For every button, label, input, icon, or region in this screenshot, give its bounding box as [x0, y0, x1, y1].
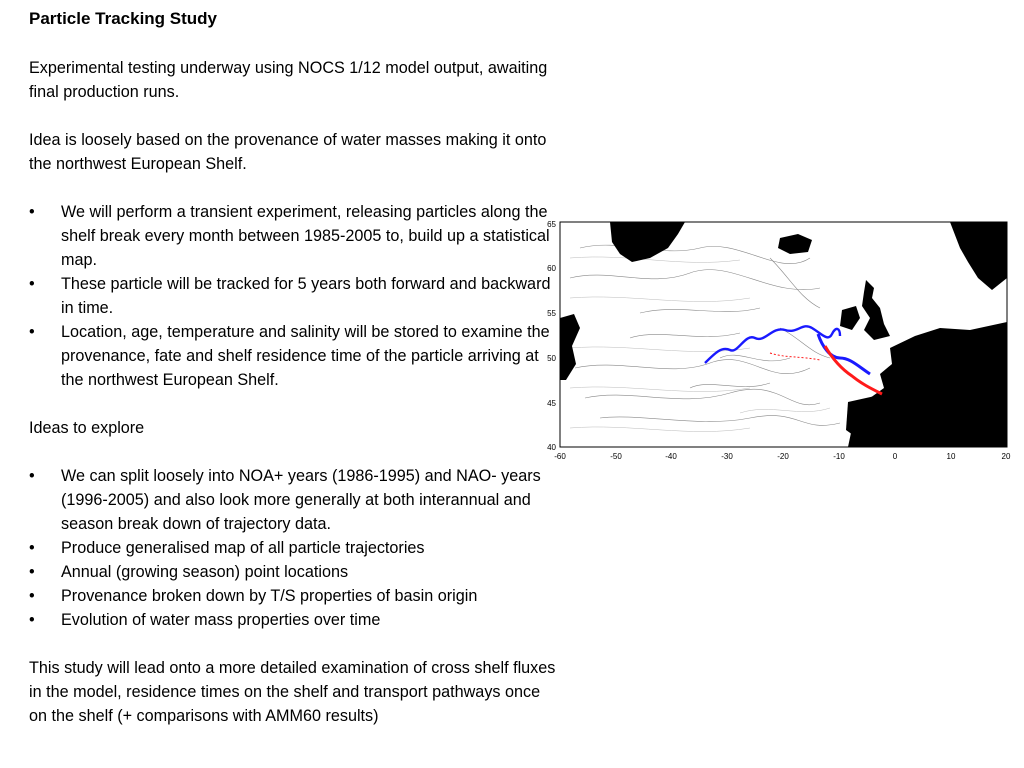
y-tick-label: 45 [547, 399, 556, 408]
y-tick-label: 50 [547, 354, 556, 363]
y-tick-label: 55 [547, 309, 556, 318]
slide-title: Particle Tracking Study [29, 9, 218, 28]
experiment-bullet-list [29, 200, 559, 392]
list-item: • These particle will be tracked for 5 years both forward and backward in time. [29, 272, 559, 320]
y-tick-label: 60 [547, 264, 556, 273]
x-tick-label: 20 [1001, 452, 1011, 461]
ideas-bullet-list [29, 464, 559, 632]
trajectory-map-svg [540, 218, 1016, 468]
conclusion-paragraph: This study will lead onto a more detailed examination of cross shelf fluxes in the model, residence times on the shelf and transport pathways once on the shelf (+ comparisons with AMM60 results) [29, 659, 556, 725]
x-tick-label: -60 [554, 452, 566, 461]
list-item: • We can split loosely into NOA+ years (1986-1995) and NAO- years (1996-2005) and also look more generally at both interannual and season break down of trajectory data. [29, 464, 559, 536]
x-tick-label: -40 [665, 452, 677, 461]
y-axis-labels [547, 220, 556, 452]
list-item: • We will perform a transient experiment, releasing particles along the shelf break every month between 1985-2005 to, build up a statistical map. [29, 200, 559, 272]
list-item: • Location, age, temperature and salinity will be stored to examine the provenance, fate and shelf residence time of the particle arriving at the northwest European Shelf. [29, 320, 559, 392]
list-item: • Evolution of water mass properties over time [29, 608, 559, 632]
x-tick-label: 10 [946, 452, 956, 461]
list-item: • Provenance broken down by T/S properties of basin origin [29, 584, 559, 608]
list-item: • Produce generalised map of all particle trajectories [29, 536, 559, 560]
intro-paragraph-1: Experimental testing underway using NOCS 1/12 model output, awaiting final production runs. [29, 59, 548, 101]
ideas-heading: Ideas to explore [29, 419, 145, 437]
list-item: • Annual (growing season) point locations [29, 560, 559, 584]
x-axis-labels [554, 452, 1011, 461]
trajectory-map [540, 218, 1016, 468]
x-tick-label: -10 [833, 452, 845, 461]
slide-text [29, 6, 559, 728]
x-tick-label: -50 [610, 452, 622, 461]
x-tick-label: -20 [777, 452, 789, 461]
y-tick-label: 65 [547, 220, 556, 229]
x-tick-label: -30 [721, 452, 733, 461]
y-tick-label: 40 [547, 443, 556, 452]
x-tick-label: 0 [892, 452, 898, 461]
intro-paragraph-2: Idea is loosely based on the provenance of water masses making it onto the northwest European Shelf. [29, 131, 547, 173]
